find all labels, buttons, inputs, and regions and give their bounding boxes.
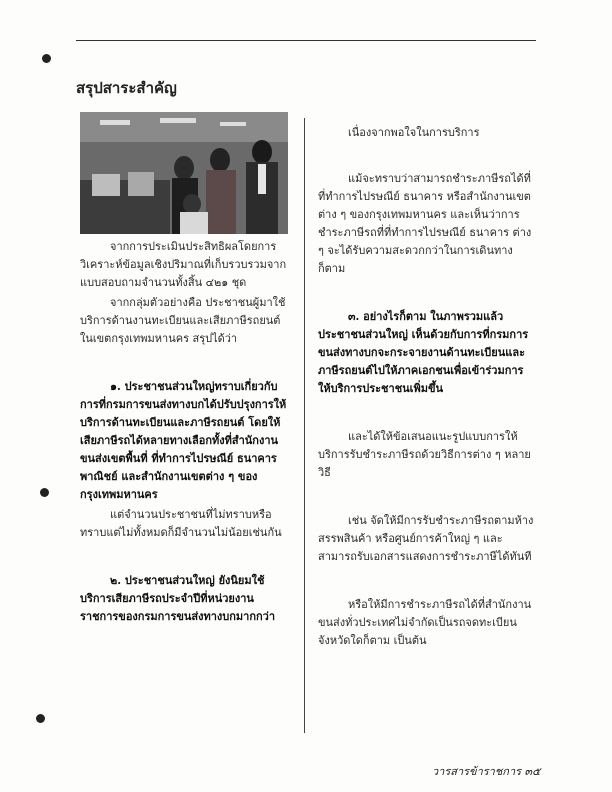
- finding-1-note: แต่จำนวนประชาชนที่ไม่ทราบหรือทราบแต่ไม่ทั้งหมดก็มีจำนวนไม่น้อยเช่นกัน: [80, 508, 282, 539]
- paragraph-satisfaction: เนื่องจากพอใจในการบริการ: [348, 126, 480, 139]
- punch-hole-bottom: [36, 714, 45, 723]
- page-footer: วารสารข้าราชการ ๓๕: [432, 765, 541, 778]
- paragraph-method: จากการประเมินประสิทธิผลโดยการวิเคราะห์ข้อมูลเชิงปริมาณที่เก็บรวบรวมจากแบบสอบถามจำนวนทั้งสิ้น ๔๒๑ ชุด: [80, 240, 287, 289]
- photo-officials-visit: [80, 112, 288, 234]
- page-title: สรุปสาระสำคัญ: [76, 79, 177, 97]
- column-divider: [304, 118, 305, 733]
- paragraph-sample: จากกลุ่มตัวอย่างคือ ประชาชนผู้มาใช้บริการด้านงานทะเบียนและเสียภาษีรถยนต์ในเขตกรุงเทพมหานคร สรุปได้ว่า: [80, 296, 286, 345]
- punch-hole-top: [42, 54, 51, 63]
- left-column: [80, 238, 290, 626]
- right-column: [318, 124, 536, 650]
- paragraph-example-malls: เช่น จัดให้มีการรับชำระภาษีรถตามห้างสรรพสินค้า หรือศูนย์การค้าใหญ่ ๆ และสามารถรับเอกสารแสดงการชำระภาษีได้ทันที: [318, 514, 534, 563]
- finding-3: ๓. อย่างไรก็ตาม ในภาพรวมแล้วประชาชนส่วนใหญ่ เห็นด้วยกับการที่กรมการขนส่งทางบกจะกระจายงานด้านทะเบียนและภาษีรถยนต์ไปให้ภาคเอกชนเพื่อเข้าร่วมการให้บริการประชาชนเพิ่มขึ้น: [318, 310, 529, 395]
- paragraph-suggestions: และได้ให้ข้อเสนอแนะรูปแบบการให้บริการรับชำระภาษีรถด้วยวิธีการต่าง ๆ หลายวิธี: [318, 430, 531, 479]
- paragraph-example-offices: หรือให้มีการชำระภาษีรถได้ที่สำนักงานขนส่งทั่วประเทศไม่จำกัดเป็นรถจดทะเบียนจังหวัดใดก็ตาม เป็นต้น: [318, 598, 532, 647]
- punch-hole-middle: [40, 488, 49, 497]
- finding-2: ๒. ประชาชนส่วนใหญ่ ยังนิยมใช้บริการเสียภาษีรถประจำปีที่หน่วยงานราชการของกรมการขนส่งทางบกมากกว่า: [80, 574, 276, 623]
- finding-1: ๑. ประชาชนส่วนใหญ่ทราบเกี่ยวกับการที่กรมการขนส่งทางบกได้ปรับปรุงการให้บริการด้านทะเบียนและภาษีรถยนต์ โดยให้เสียภาษีรถได้หลายทางเลือกทั้งที่สำนักงานขนส่งเขตพื้นที่ ที่ทำการไปรษณีย์ ธนาคารพาณิชย์ และสำนักงานเขตต่าง ๆ ของกรุงเทพมหานคร: [80, 380, 287, 501]
- top-rule: [76, 40, 536, 41]
- paragraph-awareness: แม้จะทราบว่าสามารถชำระภาษีรถได้ที่ที่ทำการไปรษณีย์ ธนาคาร หรือสำนักงานเขตต่าง ๆ ของกรุงเทพมหานคร และเห็นว่าการชำระภาษีรถที่ที่ทำการไปรษณีย์ ธนาคาร ต่าง ๆ จะได้รับความสะดวกกว่าในการเดินทางก็ตาม: [318, 172, 532, 275]
